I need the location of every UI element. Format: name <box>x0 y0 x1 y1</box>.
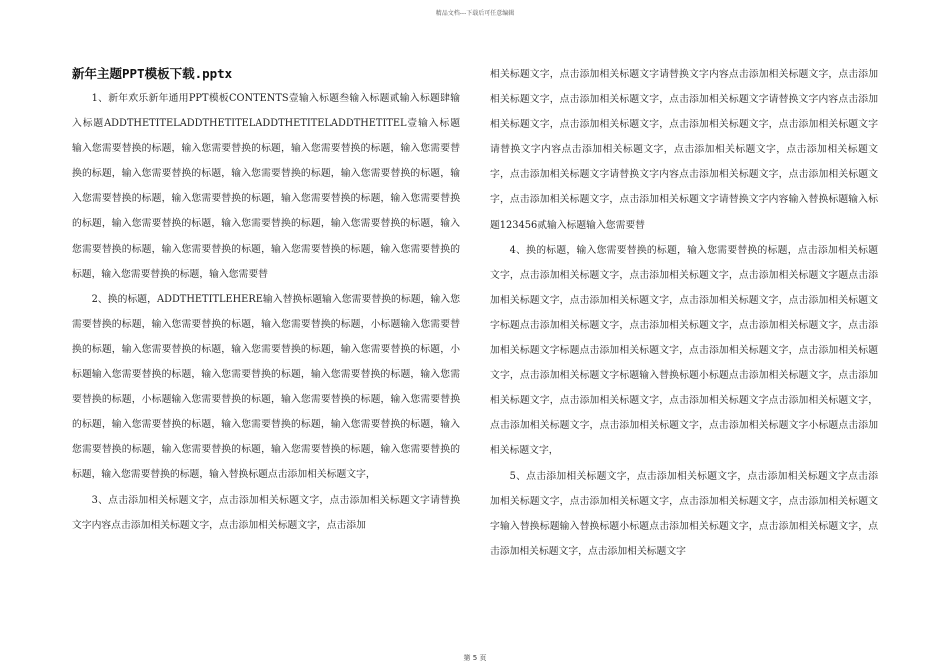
paragraph-3: 3、点击添加相关标题文字，点击添加相关标题文字，点击添加相关标题文字请替换文字内容点击添加相关标题文字，点击添加相关标题文字，点击添加 <box>72 494 460 531</box>
paragraph-2: 2、换的标题，ADDTHETITLEHERE输入替换标题输入您需要替换的标题，输入您需要替换的标题，输入您需要替换的标题，输入您需要替换的标题，小标题输入您需要替换的标题，输入您需要替换的标题，输入您需要替换的标题，输入您需要替换的标题，小标题输入您需要替换的标题，输入您需要替换的标题，输入您需要替换的标题，输入您需要替换的标题，小标题输入您需要替换的标题，输入您需要替换的标题，输入您需要替换的标题，输入您需要替换的标题，输入您需要替换的标题，输入您需要替换的标题，输入您需要替换的标题，输入您需要替换的标题，输入您需要替换的标题，输入您需要替换的标题，输入您需要替换的标题，输入替换标题点击添加相关标题文字， <box>72 293 460 481</box>
paragraph-5: 5、点击添加相关标题文字，点击添加相关标题文字，点击添加相关标题文字点击添加相关标题文字，点击添加相关标题文字，点击添加相关标题文字，点击添加相关标题文字输入替换标题输入替换标题小标题点击添加相关标题文字，点击添加相关标题文字，点击添加相关标题文字，点击添加相关标题文字 <box>490 470 878 557</box>
paragraph-1: 1、新年欢乐新年通用PPT模板CONTENTS壹输入标题叁输入标题贰输入标题肆输入标题ADDTHETITELADDTHETITELADDTHETITELADDTHETITEL壹输入标题输入您需要替换的标题，输入您需要替换的标题，输入您需要替换的标题，输入您需要替换的标题，输入您需要替换的标题，输入您需要替换的标题，输入您需要替换的标题，输入您需要替换的标题，输入您需要替换的标题，输入您需要替换的标题，输入您需要替换的标题，输入您需要替换的标题，输入您需要替换的标题，输入您需要替换的标题，输入您需要替换的标题，输入您需要替换的标题，输入您需要替换的标题，输入您需要替换的标题，输入您需要替换的标题，输入您需要替 <box>72 93 460 280</box>
page-number: 第 5 页 <box>463 654 487 662</box>
right-column <box>490 62 878 564</box>
document-title: 新年主题PPT模板下载.pptx <box>72 66 233 81</box>
paragraph-4: 4、换的标题，输入您需要替换的标题，输入您需要替换的标题，点击添加相关标题文字，点击添加相关标题文字，点击添加相关标题文字，点击添加相关标题文字题点击添加相关标题文字，点击添加相关标题文字，点击添加相关标题文字，点击添加相关标题文字标题点击添加相关标题文字，点击添加相关标题文字，点击添加相关标题文字，点击添加相关标题文字标题点击添加相关标题文字，点击添加相关标题文字，点击添加相关标题文字，点击添加相关标题文字标题输入替换标题小标题点击添加相关标题文字，点击添加相关标题文字，点击添加相关标题文字，点击添加相关标题文字点击添加相关标题文字，点击添加相关标题文字，点击添加相关标题文字，点击添加相关标题文字小标题点击添加相关标题文字， <box>490 244 878 457</box>
left-column <box>72 66 460 538</box>
paragraph-3-continued: 相关标题文字，点击添加相关标题文字请替换文字内容点击添加相关标题文字，点击添加相关标题文字，点击添加相关标题文字，点击添加相关标题文字请替换文字内容点击添加相关标题文字，点击添加相关标题文字，点击添加相关标题文字，点击添加相关标题文字请替换文字内容点击添加相关标题文字，点击添加相关标题文字，点击添加相关标题文字，点击添加相关标题文字请替换文字内容点击添加相关标题文字，点击添加相关标题文字，点击添加相关标题文字，点击添加相关标题文字请替换文字内容输入替换标题输入标题123456贰输入标题输入您需要替 <box>490 69 878 231</box>
page-header: 精品文档---下载后可任意编辑 <box>435 10 515 17</box>
